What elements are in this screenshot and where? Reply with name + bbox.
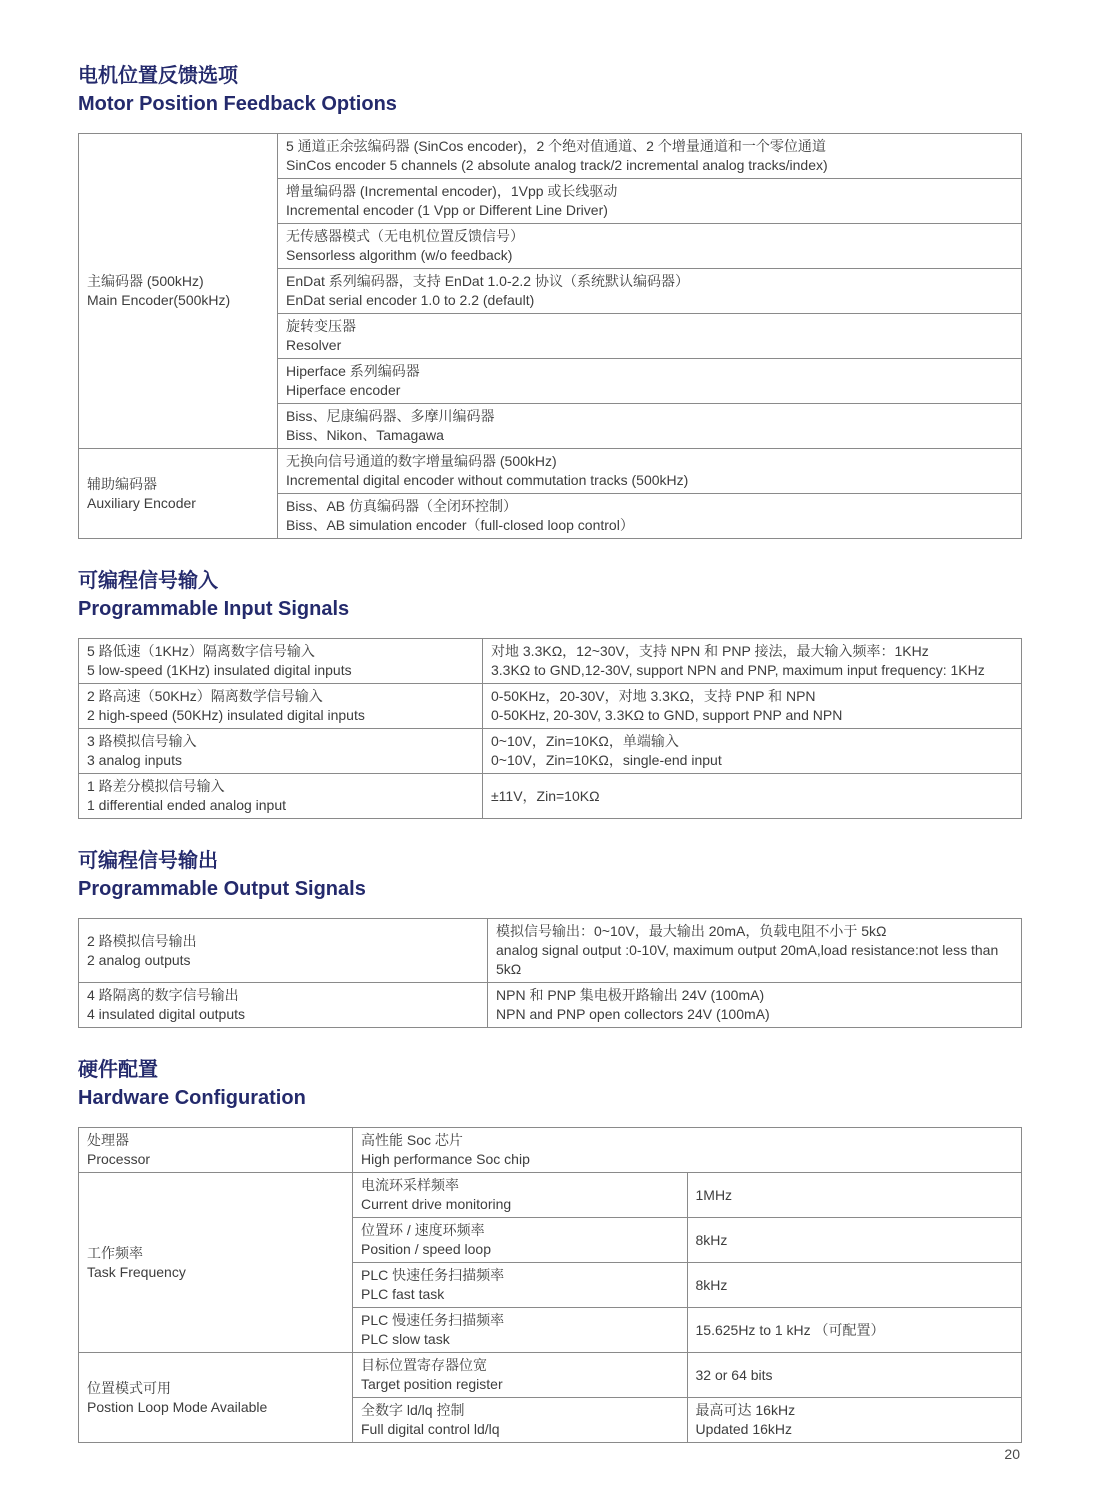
cell-line-en: Incremental digital encoder without commutation tracks (500kHz) <box>286 472 689 488</box>
cell-line-en: Task Frequency <box>87 1263 186 1280</box>
page-number: 20 <box>1004 1446 1020 1462</box>
input-spec-cell <box>483 639 1022 684</box>
cell-line-en: Updated 16kHz <box>695 1421 793 1437</box>
section-title-zh: 硬件配置 <box>78 1059 158 1081</box>
input-type-cell <box>79 729 483 774</box>
cell-line-zh: 处理器 <box>87 1132 129 1148</box>
cell-line-en: SinCos encoder 5 channels (2 absolute analog track/2 incremental analog tracks/index) <box>286 157 828 173</box>
section-title-zh: 电机位置反馈选项 <box>78 65 238 87</box>
feedback-option-cell <box>278 269 1022 314</box>
input-signals-table <box>78 638 1022 819</box>
cell-line-en: 1 differential ended analog input <box>87 797 287 813</box>
table-row <box>79 729 1022 774</box>
section-title-en: Programmable Output Signals <box>78 878 366 900</box>
cell-line-zh: 增量编码器 (Incremental encoder)，1Vpp 或长线驱动 <box>286 183 618 199</box>
feedback-option-cell <box>278 134 1022 179</box>
cell-line-zh: 旋转变压器 <box>286 318 356 334</box>
cell-line-en: Target position register <box>361 1376 503 1392</box>
cell-line-en: NPN and PNP open collectors 24V (100mA) <box>496 1006 770 1022</box>
cell-line-en: High performance Soc chip <box>361 1151 530 1167</box>
cell-line-en: 2 analog outputs <box>87 951 191 968</box>
hardware-item-cell <box>353 1218 688 1263</box>
cell-line-en: PLC fast task <box>361 1286 445 1302</box>
cell-line-zh: NPN 和 PNP 集电极开路输出 24V (100mA) <box>496 987 765 1003</box>
feedback-option-cell <box>278 449 1022 494</box>
section-title-en: Motor Position Feedback Options <box>78 93 397 115</box>
cell-line-en: Postion Loop Mode Available <box>87 1398 268 1415</box>
cell-line-zh: 主编码器 (500kHz) <box>87 273 204 289</box>
cell-line-en: Sensorless algorithm (w/o feedback) <box>286 247 513 263</box>
input-type-cell <box>79 774 483 819</box>
cell-line-zh: 0-50KHz，20-30V，对地 3.3KΩ，支持 PNP 和 NPN <box>491 688 816 704</box>
cell-line-zh: 无传感器模式（无电机位置反馈信号） <box>286 228 524 244</box>
cell-line-zh: 3 路模拟信号输入 <box>87 733 197 749</box>
table-row <box>79 1353 1022 1398</box>
page-content <box>78 62 1022 1490</box>
cell-line-en: Main Encoder(500kHz) <box>87 292 231 308</box>
cell-line-zh: PLC 慢速任务扫描频率 <box>361 1312 505 1328</box>
processor-value-cell <box>353 1128 1022 1173</box>
output-signals-table <box>78 918 1022 1028</box>
feedback-option-cell <box>278 314 1022 359</box>
output-type-cell <box>79 919 488 983</box>
cell-line-zh: PLC 快速任务扫描频率 <box>361 1267 505 1283</box>
feedback-options-table <box>78 133 1022 539</box>
cell-line-en: Biss、AB simulation encoder（full-closed loop control） <box>286 517 634 533</box>
cell-line-en: Biss、Nikon、Tamagawa <box>286 427 444 443</box>
table-row <box>79 1173 1022 1218</box>
cell-line-en: 0~10V，Zin=10KΩ，single-end input <box>491 752 722 768</box>
cell-line-zh: 位置模式可用 <box>87 1379 171 1396</box>
feedback-option-cell <box>278 224 1022 269</box>
cell-line-en: Full digital control ld/lq <box>361 1421 500 1437</box>
cell-line-zh: Biss、AB 仿真编码器（全闭环控制） <box>286 498 518 514</box>
feedback-option-cell <box>278 494 1022 539</box>
cell-line-en: Resolver <box>286 337 342 353</box>
input-spec-cell <box>483 684 1022 729</box>
hardware-value-cell: 1MHz <box>687 1173 1022 1218</box>
cell-line-en: Auxiliary Encoder <box>87 494 196 511</box>
table-row <box>79 919 1022 983</box>
table-row <box>79 983 1022 1028</box>
cell-line-en: PLC slow task <box>361 1331 450 1347</box>
section-programmable-outputs <box>78 847 1022 1028</box>
cell-line-zh: 辅助编码器 <box>87 475 157 492</box>
main-encoder-label-cell <box>79 134 278 449</box>
cell-line-zh: 电流环采样频率 <box>361 1177 459 1193</box>
task-frequency-label-cell <box>79 1173 353 1353</box>
cell-line-zh: 全数字 ld/lq 控制 <box>361 1402 465 1418</box>
cell-line-zh: 无换向信号通道的数字增量编码器 (500kHz) <box>286 453 557 469</box>
cell-line-en: 4 insulated digital outputs <box>87 1006 245 1022</box>
cell-line-zh: EnDat 系列编码器，支持 EnDat 1.0-2.2 协议（系统默认编码器） <box>286 273 689 289</box>
input-type-cell <box>79 684 483 729</box>
input-spec-cell <box>483 774 1022 819</box>
table-row <box>79 134 1022 179</box>
cell-line-en: Processor <box>87 1151 151 1167</box>
section-programmable-inputs <box>78 567 1022 819</box>
cell-line-en: 3 analog inputs <box>87 752 182 768</box>
input-type-cell <box>79 639 483 684</box>
section-hardware-configuration <box>78 1056 1022 1462</box>
section-heading <box>78 1056 1022 1112</box>
table-row <box>79 1128 1022 1173</box>
hardware-value-cell: 8kHz <box>687 1263 1022 1308</box>
feedback-option-cell <box>278 179 1022 224</box>
hardware-item-cell <box>353 1263 688 1308</box>
cell-line-en: Hiperface encoder <box>286 382 401 398</box>
cell-line-zh: 对地 3.3KΩ，12~30V，支持 NPN 和 PNP 接法，最大输入频率：1KHz <box>491 643 929 659</box>
section-title-en: Programmable Input Signals <box>78 598 350 620</box>
cell-line-en: 3.3KΩ to GND,12-30V, support NPN and PNP, maximum input frequency: 1KHz <box>491 662 985 678</box>
section-title-zh: 可编程信号输入 <box>78 570 218 592</box>
cell-line-zh: 最高可达 16kHz <box>695 1402 796 1418</box>
cell-line-zh: Biss、尼康编码器、多摩川编码器 <box>286 408 495 424</box>
cell-line-zh: 5 路低速（1KHz）隔离数字信号输入 <box>87 643 315 659</box>
cell-line-zh: 2 路高速（50KHz）隔离数学信号输入 <box>87 688 323 704</box>
section-motor-position-feedback <box>78 62 1022 539</box>
cell-line-en: analog signal output :0-10V, maximum output 20mA,load resistance:not less than 5kΩ <box>496 942 999 977</box>
section-heading <box>78 847 1022 903</box>
cell-line-zh: 位置环 / 速度环频率 <box>361 1222 485 1238</box>
section-title-zh: 可编程信号输出 <box>78 850 218 872</box>
table-row <box>79 774 1022 819</box>
hardware-value-cell: 8kHz <box>687 1218 1022 1263</box>
cell-line-en: 2 high-speed (50KHz) insulated digital inputs <box>87 707 365 723</box>
cell-line-en: 5 low-speed (1KHz) insulated digital inputs <box>87 662 352 678</box>
cell-line-zh: 目标位置寄存器位宽 <box>361 1357 487 1373</box>
output-spec-cell <box>488 919 1022 983</box>
cell-line-en: Position / speed loop <box>361 1241 491 1257</box>
hardware-value-cell: 32 or 64 bits <box>687 1353 1022 1398</box>
feedback-option-cell <box>278 404 1022 449</box>
hardware-value-cell: 15.625Hz to 1 kHz （可配置） <box>687 1308 1022 1353</box>
cell-line-en: 0-50KHz, 20-30V, 3.3KΩ to GND, support PNP and NPN <box>491 707 843 723</box>
cell-line-zh: 工作频率 <box>87 1244 143 1261</box>
cell-line-zh: 4 路隔离的数字信号输出 <box>87 987 239 1003</box>
hardware-item-cell <box>353 1398 688 1443</box>
position-loop-label-cell <box>79 1353 353 1443</box>
output-spec-cell <box>488 983 1022 1028</box>
hardware-item-cell <box>353 1353 688 1398</box>
cell-line-en: Incremental encoder (1 Vpp or Different Line Driver) <box>286 202 608 218</box>
cell-line-zh: ±11V，Zin=10KΩ <box>491 787 600 804</box>
input-spec-cell <box>483 729 1022 774</box>
cell-line-zh: 模拟信号输出：0~10V，最大输出 20mA，负载电阻不小于 5kΩ <box>496 923 887 939</box>
section-heading <box>78 62 1022 118</box>
section-title-en: Hardware Configuration <box>78 1087 306 1109</box>
hardware-value-cell <box>687 1398 1022 1443</box>
hardware-item-cell <box>353 1308 688 1353</box>
processor-label-cell <box>79 1128 353 1173</box>
cell-line-zh: 高性能 Soc 芯片 <box>361 1132 463 1148</box>
table-row <box>79 639 1022 684</box>
cell-line-zh: 5 通道正余弦编码器 (SinCos encoder)，2 个绝对值通道、2 个增量通道和一个零位通道 <box>286 138 826 154</box>
cell-line-zh: 0~10V，Zin=10KΩ，单端输入 <box>491 733 679 749</box>
cell-line-en: EnDat serial encoder 1.0 to 2.2 (default) <box>286 292 535 308</box>
cell-line-zh: 2 路模拟信号输出 <box>87 932 197 949</box>
table-row <box>79 684 1022 729</box>
cell-line-zh: Hiperface 系列编码器 <box>286 363 420 379</box>
cell-line-zh: 1 路差分模拟信号输入 <box>87 778 225 794</box>
auxiliary-encoder-label-cell <box>79 449 278 539</box>
section-heading <box>78 567 1022 623</box>
table-row <box>79 449 1022 494</box>
output-type-cell <box>79 983 488 1028</box>
feedback-option-cell <box>278 359 1022 404</box>
hardware-item-cell <box>353 1173 688 1218</box>
hardware-configuration-table <box>78 1127 1022 1443</box>
cell-line-en: Current drive monitoring <box>361 1196 512 1212</box>
